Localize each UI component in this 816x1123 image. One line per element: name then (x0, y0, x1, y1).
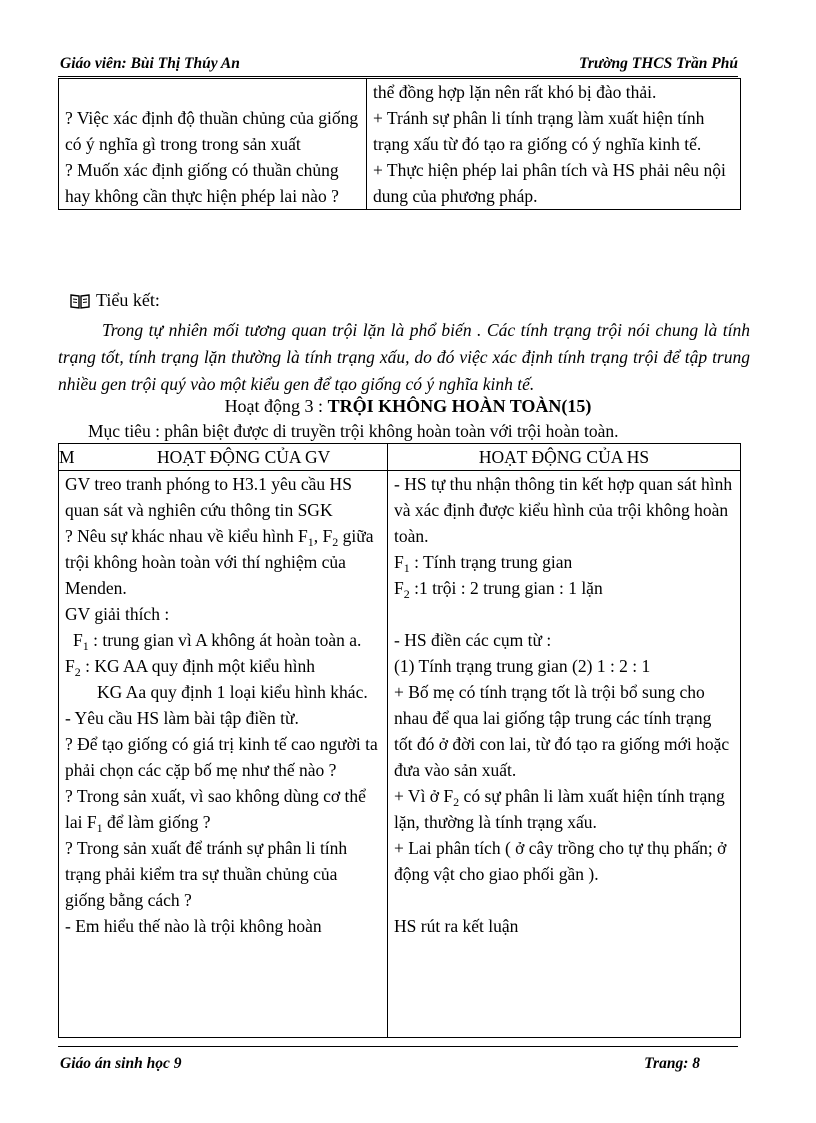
answer-0: thể đồng hợp lặn nên rất khó bị đào thải. (373, 82, 657, 102)
activity-prefix: Hoạt động 3 : (224, 396, 328, 416)
teacher-name: Giáo viên: Bùi Thị Thúy An (60, 55, 240, 72)
gv-line: $F_2$ : KG AA quy định một kiểu hình (65, 656, 316, 679)
hs-line: $F_2$ :1 trội : 2 trung gian : 1 lặn (394, 578, 603, 601)
activity-title (0, 396, 816, 417)
hs-line: - HS tự thu nhận thông tin kết hợp quan sát hình và xác định được kiểu hình của trội không hoàn toàn. (394, 474, 733, 546)
gv-line: - Em hiểu thế nào là trội không hoàn (65, 916, 322, 936)
gv-line: ? Nêu sự khác nhau về kiểu hình $F_1$, $F_2$ giữa trội không hoàn toàn với thí nghiệm của Menden. (65, 526, 374, 598)
page-number: Trang: 8 (644, 1055, 700, 1072)
gv-line: KG Aa quy định 1 loại kiểu hình khác. (97, 682, 368, 702)
question-2: ? Muốn xác định giống có thuần chủng hay không cần thực hiện phép lai nào ? (65, 160, 339, 206)
activity-table (58, 443, 741, 1038)
hs-activities (388, 471, 741, 1038)
gv-line: ? Để tạo giống có giá trị kinh tế cao người ta phải chọn các cặp bố mẹ như thế nào ? (65, 734, 378, 780)
hs-line: HS rút ra kết luận (394, 916, 519, 936)
hs-line: $F_1$ : Tính trạng trung gian (394, 552, 573, 575)
blank-line (394, 887, 734, 913)
gv-line: GV treo tranh phóng to H3.1 yêu cầu HS quan sát và nghiên cứu thông tin SGK (65, 474, 352, 520)
open-book-icon (70, 293, 90, 314)
school-name: Trường THCS Trần Phú (578, 55, 738, 72)
summary-heading (70, 290, 160, 314)
gv-line: $F_1$ : trung gian vì A không át hoàn toàn a. (73, 630, 362, 653)
question-1: ? Việc xác định độ thuần chủng của giống có ý nghĩa gì trong trong sản xuất (65, 108, 359, 154)
gv-line: - Yêu cầu HS làm bài tập điền từ. (65, 708, 299, 728)
blank-line (394, 601, 734, 627)
activity-objective: Mục tiêu : phân biệt được di truyền trội không hoàn toàn với trội hoàn toàn. (88, 421, 619, 441)
gv-line: ? Trong sản xuất, vì sao không dùng cơ thể lai $F_1$ để làm giống ? (65, 786, 366, 835)
summary-heading-text: Tiểu kết: (96, 290, 160, 310)
gv-activity-cell (59, 79, 367, 210)
hs-line: + Vì ở $F_2$ có sự phân li làm xuất hiện tính trạng lặn, thường là tính trạng xấu. (394, 786, 725, 832)
hs-line: - HS điền các cụm từ : (394, 630, 552, 650)
page-footer (58, 1046, 738, 1077)
blank-line (65, 79, 360, 105)
answer-1: + Tránh sự phân li tính trạng làm xuất hiện tính trạng xấu từ đó tạo ra giống có ý nghĩa kinh tế. (373, 108, 705, 154)
answer-2: + Thực hiện phép lai phân tích và HS phải nêu nội dung của phương pháp. (373, 160, 726, 206)
header-m: M (59, 447, 75, 467)
activity-name: TRỘI KHÔNG HOÀN TOÀN(15) (327, 396, 592, 416)
hs-line: (1) Tính trạng trung gian (2) 1 : 2 : 1 (394, 656, 651, 676)
gv-line: GV giải thích : (65, 604, 170, 624)
hs-activity-cell (367, 79, 741, 210)
summary-text: Trong tự nhiên mối tương quan trội lặn là phổ biến . Các tính trạng trội nói chung là tính trạng tốt, tính trạng lặn thường là tính trạng xấu, do đó việc xác định tính trạng trội để tập trung nhiều gen trội quý vào một kiểu gen để tạo giống có ý nghĩa kinh tế. (58, 320, 750, 394)
header-hs: HOẠT ĐỘNG CỦA HS (478, 447, 650, 467)
header-gv: HOẠT ĐỘNG CỦA GV (157, 447, 331, 467)
gv-column-header (59, 444, 388, 471)
page-header (58, 52, 738, 77)
hs-line: + Lai phân tích ( ở cây trồng cho tự thụ phấn; ở động vật cho giao phối gần ). (394, 838, 727, 884)
continued-table (58, 78, 741, 210)
gv-line: ? Trong sản xuất để tránh sự phân li tính trạng phải kiểm tra sự thuần chủng của giống bằng cách ? (65, 838, 348, 910)
footer-subject: Giáo án sinh học 9 (60, 1055, 182, 1072)
hs-column-header (388, 444, 741, 471)
gv-activities (59, 471, 388, 1038)
hs-line: + Bố mẹ có tính trạng tốt là trội bổ sung cho nhau để qua lai giống tập trung các tính trạng tốt đó ở đời con lai, từ đó tạo ra giống mới hoặc đưa vào sản xuất. (394, 682, 730, 780)
